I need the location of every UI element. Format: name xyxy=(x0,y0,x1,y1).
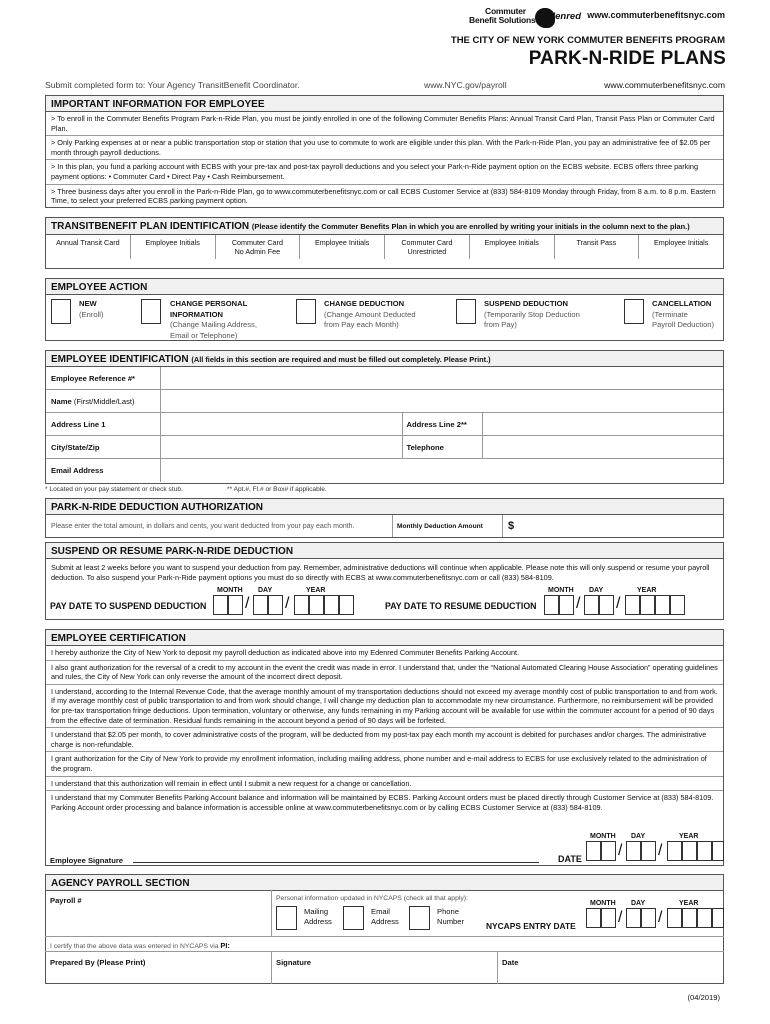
cert-paragraph: I also grant authorization for the reversal of a credit to my account in the event the credit was made in error. I understand that, under the “National Automated Clearing House Association” operating guidelines and rules, the City of New York can only reverse the amount of the incorrect direct deposit. xyxy=(46,661,723,685)
email-address-checkbox[interactable] xyxy=(343,906,364,930)
mailing-address-checkbox[interactable] xyxy=(276,906,297,930)
employee-reference-field[interactable] xyxy=(161,367,723,389)
info-paragraph: > To enroll in the Commuter Benefits Program Park-n-Ride Plan, you must be jointly enrolled in one of the following Commuter Benefits Plans: Annual Transit Card Plan, Transit Pass Plan or Commuter Card Plan. xyxy=(46,112,723,136)
date-slash: / xyxy=(658,909,663,926)
nycaps-year-digit[interactable] xyxy=(697,908,712,928)
cert-year-digit[interactable] xyxy=(697,841,712,861)
nycaps-year-digit[interactable] xyxy=(712,908,724,928)
suspend-day-label: DAY xyxy=(258,587,273,594)
resume-date-label: PAY DATE TO RESUME DEDUCTION xyxy=(385,601,537,611)
cert-year-digit[interactable] xyxy=(667,841,682,861)
resume-year-digit[interactable] xyxy=(640,595,655,615)
employee-initials-cell[interactable]: Employee Initials xyxy=(653,238,709,247)
date-slash: / xyxy=(285,595,290,612)
new-title: NEW xyxy=(79,299,97,308)
nycaps-year-label: YEAR xyxy=(679,900,699,907)
cancellation-sub: (Terminate Payroll Deduction) xyxy=(652,309,715,329)
employee-certification-section xyxy=(45,629,724,866)
dollar-sign: $ xyxy=(508,520,515,532)
certify-statement: I certify that the above data was entered in NYCAPS via xyxy=(50,943,219,950)
city-state-zip-label: City/State/Zip xyxy=(46,436,161,458)
nycaps-year-digit[interactable] xyxy=(667,908,682,928)
name-label xyxy=(46,390,161,412)
cert-year-label: YEAR xyxy=(679,833,699,840)
logo-line2: Benefit Solutions xyxy=(469,15,536,25)
section-note: (Please identify the Commuter Benefits Plan in which you are enrolled by writing your initials in the column next to the plan.) xyxy=(251,222,690,231)
suspend-date-label: PAY DATE TO SUSPEND DEDUCTION xyxy=(50,601,207,611)
change-deduction-title: CHANGE DEDUCTION xyxy=(324,299,405,308)
nycaps-month-label: MONTH xyxy=(590,900,616,907)
cert-day-label: DAY xyxy=(631,833,646,840)
important-info-section xyxy=(45,95,724,208)
section-heading xyxy=(46,218,723,235)
suspend-month-digit[interactable] xyxy=(213,595,228,615)
cert-day-digit[interactable] xyxy=(626,841,641,861)
nyc-payroll-url: www.NYC.gov/payroll xyxy=(424,80,507,90)
telephone-field[interactable] xyxy=(483,436,724,458)
suspend-month-digit[interactable] xyxy=(228,595,243,615)
section-heading: SUSPEND OR RESUME PARK-N-RIDE DEDUCTION xyxy=(46,543,723,559)
monthly-amount-label: Monthly Deduction Amount xyxy=(393,515,503,537)
name-label-text: Name xyxy=(51,397,72,406)
suspend-year-digit[interactable] xyxy=(309,595,324,615)
nycaps-day-digit[interactable] xyxy=(626,908,641,928)
new-checkbox[interactable] xyxy=(51,299,71,324)
signature-line[interactable] xyxy=(133,862,539,863)
edenred-logo xyxy=(469,6,582,28)
suspend-instructions: Submit at least 2 weeks before you want to suspend your deduction from pay. Remember, administrative deductions will continue when applicable. Please note this will only suspend or resume your payroll deduction. To also suspend your Park-n-Ride payment options you must do so directly with ECBS at www.commuterbenefitsnyc.com or call (833) 584-8109. xyxy=(51,563,710,582)
email-field[interactable] xyxy=(161,459,723,482)
certify-pi: PI: xyxy=(220,941,230,950)
revision-date: (04/2019) xyxy=(687,993,720,1002)
suspend-title: SUSPEND DEDUCTION xyxy=(484,299,568,308)
deduction-instruction: Please enter the total amount, in dollars and cents, you want deducted from your pay each month. xyxy=(46,515,393,537)
section-heading: IMPORTANT INFORMATION FOR EMPLOYEE xyxy=(46,96,723,112)
resume-month-label: MONTH xyxy=(548,587,574,594)
resume-year-digit[interactable] xyxy=(655,595,670,615)
cert-paragraph: I understand that $2.05 per month, to cover administrative costs of the program, will be deducted from my post-tax pay each month my account is debited for purchases and/or charges. The administrative charge is non-refundable. xyxy=(46,728,723,752)
resume-day-digit[interactable] xyxy=(599,595,614,615)
email-address-label: Email Address xyxy=(371,907,399,926)
cancellation-checkbox[interactable] xyxy=(624,299,644,324)
info-paragraph: > Only Parking expenses at or near a public transportation stop or station that you use to commute to work are eligible under this plan. With the Park-n-Ride Plan, you pay an administrative fee of $2.05 per month through payroll deductions. xyxy=(46,136,723,160)
section-heading: AGENCY PAYROLL SECTION xyxy=(46,875,723,891)
employee-initials-cell[interactable]: Employee Initials xyxy=(131,235,216,259)
suspend-year-digit[interactable] xyxy=(339,595,354,615)
cert-paragraph: I understand that my Commuter Benefits Parking Account balance and information will be maintained by ECBS. Parking Account orders must be placed directly through Customer Service at (833) 584-8109. Parking Account order processing and balance information is accessible online at www.commuterbenefitsnyc.com or by calling ECBS Customer Service at (833) 584-8109. xyxy=(51,793,714,812)
cert-paragraph: I understand, according to the Internal Revenue Code, that the average monthly amount of my transportation deductions should not exceed my average monthly cost of public transportation to and from work. If my average monthly cost of public transportation to and from work should change, I will change my deduction plan to accommodate my new circumstance. Furthermore, no reimbursement will be provided for pre-tax transportation fringe deductions. Upon termination, voluntary or otherwise, any funds remaining in my Parking account will be available for use within the commuter account for a period of 90 days from the effective date of termination. Residual funds remaining in the account beyond a period of 90 days will be forfeited. xyxy=(46,685,723,728)
transit-plan-cell: Transit Pass xyxy=(555,235,640,259)
phone-number-checkbox[interactable] xyxy=(409,906,430,930)
date-slash: / xyxy=(616,595,621,612)
transit-plan-cell: Commuter Card No Admin Fee xyxy=(216,235,301,259)
change-info-sub: (Change Mailing Address, Email or Telephone) xyxy=(170,320,257,340)
payroll-number-label: Payroll # xyxy=(50,896,82,905)
info-paragraph: > Three business days after you enroll in the Park-n-Ride Plan, go to www.commuterbenefitsnyc.com or call ECBS Customer Service at (833) 584-8109 Monday through Friday, from 8 a.m. to 8 p.m. Eastern Time, to select your preferred ECBS parking payment option. xyxy=(51,186,716,206)
transit-plan-section xyxy=(45,217,724,269)
resume-year-digit[interactable] xyxy=(625,595,640,615)
cert-date-label: DATE xyxy=(558,854,582,864)
date-slash: / xyxy=(576,595,581,612)
email-label: Email Address xyxy=(46,459,161,482)
nycaps-day-label: DAY xyxy=(631,900,646,907)
commuter-url: www.commuterbenefitsnyc.com xyxy=(604,80,725,90)
city-state-zip-field[interactable] xyxy=(161,436,403,458)
nycaps-entry-date-label: NYCAPS ENTRY DATE xyxy=(486,921,576,931)
address1-field[interactable] xyxy=(161,413,403,435)
suspend-month-label: MONTH xyxy=(217,587,243,594)
section-heading: EMPLOYEE ACTION xyxy=(46,279,723,295)
resume-year-digit[interactable] xyxy=(670,595,685,615)
address2-field[interactable] xyxy=(483,413,724,435)
transit-plan-cell: Annual Transit Card xyxy=(46,235,131,259)
change-deduction-checkbox[interactable] xyxy=(296,299,316,324)
cert-month-digit[interactable] xyxy=(586,841,601,861)
employee-initials-cell[interactable]: Employee Initials xyxy=(300,235,385,259)
suspend-year-digit[interactable] xyxy=(294,595,309,615)
cert-year-digit[interactable] xyxy=(682,841,697,861)
resume-month-digit[interactable] xyxy=(559,595,574,615)
logo-line1: Commuter xyxy=(485,6,526,16)
divider xyxy=(271,951,272,984)
cert-paragraph: I understand that this authorization will remain in effect until I submit a new request for a change or cancellation. xyxy=(46,777,723,792)
footnote-address: ** Apt.#, Fl.# or Box# if applicable. xyxy=(227,486,327,493)
employee-reference-label: Employee Reference #* xyxy=(46,367,161,389)
employee-action-section xyxy=(45,278,724,341)
signature-label: Employee Signature xyxy=(50,856,124,865)
agency-date-label: Date xyxy=(502,958,519,967)
divider xyxy=(45,951,724,952)
suspend-sub: (Temporarily Stop Deduction from Pay) xyxy=(484,309,580,329)
prepared-by-label: Prepared By (Please Print) xyxy=(50,958,146,967)
cert-paragraph: I grant authorization for the City of New York to provide my enrollment information, including mailing address, phone number and e-mail address to ECBS for use exclusively related to the administration of the program. xyxy=(46,752,723,776)
date-slash: / xyxy=(618,842,623,859)
section-title: TRANSITBENEFIT PLAN IDENTIFICATION xyxy=(51,221,250,232)
cert-day-digit[interactable] xyxy=(641,841,656,861)
cert-month-digit[interactable] xyxy=(601,841,616,861)
page-title: PARK-N-RIDE PLANS xyxy=(528,48,726,69)
name-hint: (First/Middle/Last) xyxy=(73,397,135,406)
section-note: (All fields in this section are required and must be filled out completely. Please Print.) xyxy=(191,355,491,364)
resume-day-label: DAY xyxy=(589,587,604,594)
submit-instructions: Submit completed form to: Your Agency TransitBenefit Coordinator. xyxy=(45,80,300,90)
employee-initials-cell[interactable]: Employee Initials xyxy=(470,235,555,259)
suspend-year-label: YEAR xyxy=(306,587,326,594)
suspend-day-digit[interactable] xyxy=(253,595,268,615)
suspend-checkbox[interactable] xyxy=(456,299,476,324)
phone-number-label: Phone Number xyxy=(437,907,465,926)
nycaps-note: Personal information updated in NYCAPS (check all that apply): xyxy=(276,895,468,902)
name-field[interactable] xyxy=(161,390,723,412)
address2-label: Address Line 2** xyxy=(403,413,483,435)
divider xyxy=(271,890,272,937)
employee-identification-section xyxy=(45,350,724,484)
divider xyxy=(497,951,498,984)
cancellation-title: CANCELLATION xyxy=(652,299,712,308)
monthly-amount-field[interactable] xyxy=(503,520,723,532)
transit-plan-row xyxy=(46,235,723,259)
date-slash: / xyxy=(618,909,623,926)
date-slash: / xyxy=(245,595,250,612)
cert-paragraph: I hereby authorize the City of New York to deposit my payroll deduction as indicated above into my Edenred Commuter Benefits Parking Account. xyxy=(46,646,723,661)
logo-brand: Edenred xyxy=(543,11,582,22)
nycaps-year-digit[interactable] xyxy=(682,908,697,928)
cert-month-label: MONTH xyxy=(590,833,616,840)
change-deduction-sub: (Change Amount Deducted from Pay each Month) xyxy=(324,309,416,329)
resume-month-digit[interactable] xyxy=(544,595,559,615)
header-url: www.commuterbenefitsnyc.com xyxy=(587,10,725,20)
nycaps-month-digit[interactable] xyxy=(586,908,601,928)
resume-year-label: YEAR xyxy=(637,587,657,594)
info-paragraph: > In this plan, you fund a parking account with ECBS with your pre-tax and post-tax payroll deductions and you select your Park-n-Ride payment option on the ECBS website. ECBS offers three parking payment options: • Commuter Card • Direct Pay • Cash Reimbursement. xyxy=(46,160,723,184)
footnote-reference: * Located on your pay statement or check stub. xyxy=(45,486,183,493)
date-slash: / xyxy=(658,842,663,859)
new-sub: (Enroll) xyxy=(79,309,104,319)
nycaps-day-digit[interactable] xyxy=(641,908,656,928)
suspend-year-digit[interactable] xyxy=(324,595,339,615)
agency-signature-label: Signature xyxy=(276,958,312,967)
suspend-day-digit[interactable] xyxy=(268,595,283,615)
section-heading xyxy=(46,351,723,367)
section-heading: PARK-N-RIDE DEDUCTION AUTHORIZATION xyxy=(46,499,723,515)
mailing-address-label: Mailing Address xyxy=(304,907,332,926)
program-name: THE CITY OF NEW YORK COMMUTER BENEFITS PROGRAM xyxy=(450,35,725,46)
section-heading: EMPLOYEE CERTIFICATION xyxy=(46,630,723,646)
resume-day-digit[interactable] xyxy=(584,595,599,615)
section-title: EMPLOYEE IDENTIFICATION xyxy=(51,354,189,365)
nycaps-month-digit[interactable] xyxy=(601,908,616,928)
change-info-checkbox[interactable] xyxy=(141,299,161,324)
certify-text xyxy=(50,941,230,950)
transit-plan-cell: Commuter Card Unrestricted xyxy=(385,235,470,259)
change-info-title: CHANGE PERSONAL INFORMATION xyxy=(170,299,248,319)
address1-label: Address Line 1 xyxy=(46,413,161,435)
cert-year-digit[interactable] xyxy=(712,841,724,861)
deduction-authorization-section xyxy=(45,498,724,538)
telephone-label: Telephone xyxy=(403,436,483,458)
